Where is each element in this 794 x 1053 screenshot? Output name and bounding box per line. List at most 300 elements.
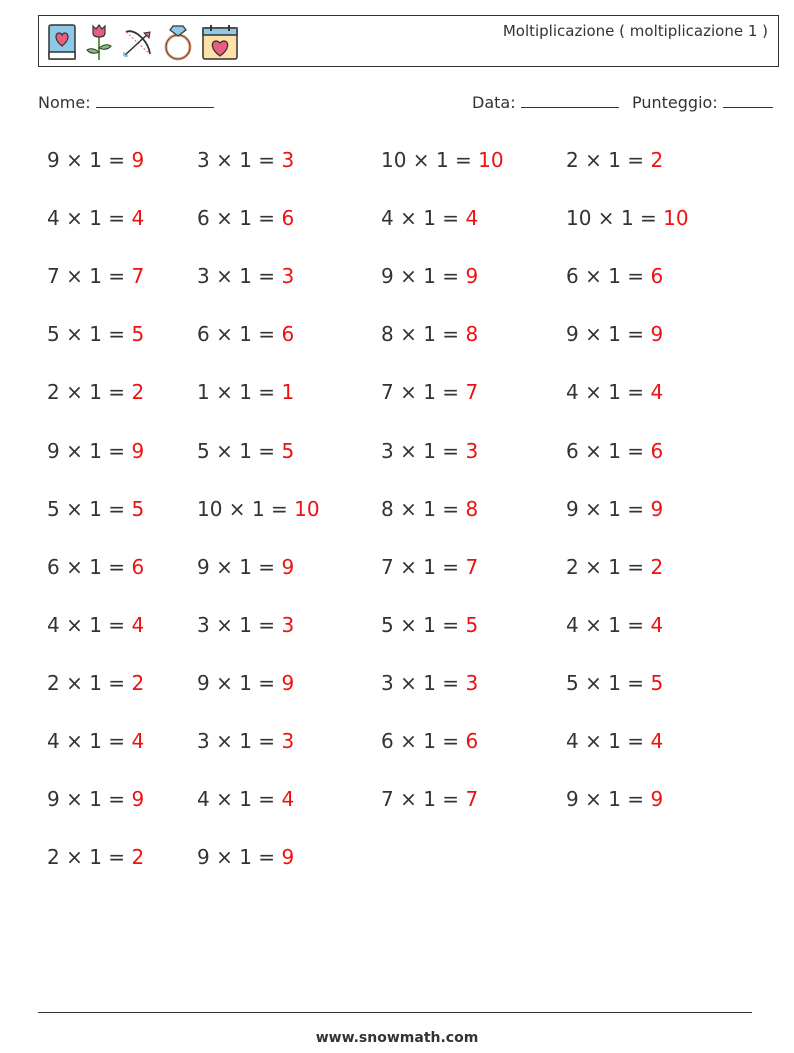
factor-a: 3 bbox=[197, 264, 210, 289]
factor-a: 2 bbox=[566, 148, 579, 172]
answer: 4 bbox=[131, 612, 145, 637]
times-sign: × bbox=[578, 496, 609, 521]
answer: 6 bbox=[465, 729, 479, 753]
rose-icon bbox=[84, 22, 114, 62]
equals-sign: = bbox=[101, 438, 132, 463]
factor-a: 4 bbox=[381, 206, 394, 231]
problem-item bbox=[197, 555, 294, 579]
date-label: Data: bbox=[472, 93, 516, 112]
answer: 2 bbox=[131, 380, 145, 405]
equals-sign: = bbox=[620, 554, 651, 579]
problem-item bbox=[197, 264, 294, 288]
answer: 1 bbox=[281, 380, 295, 405]
factor-b: 1 bbox=[89, 148, 102, 172]
answer: 5 bbox=[465, 612, 479, 637]
problem-item bbox=[47, 148, 144, 172]
times-sign: × bbox=[209, 206, 240, 231]
problem-item bbox=[197, 380, 294, 404]
times-sign: × bbox=[393, 787, 424, 812]
answer: 10 bbox=[294, 496, 320, 521]
answer: 6 bbox=[650, 264, 664, 289]
answer: 9 bbox=[465, 264, 479, 289]
equals-sign: = bbox=[435, 206, 466, 231]
answer: 3 bbox=[465, 670, 479, 695]
factor-b: 1 bbox=[608, 554, 621, 579]
factor-a: 4 bbox=[47, 206, 60, 231]
problem-item bbox=[381, 206, 478, 230]
times-sign: × bbox=[393, 670, 424, 695]
problem-item bbox=[381, 671, 478, 695]
times-sign: × bbox=[393, 729, 424, 753]
factor-b: 1 bbox=[423, 264, 436, 289]
factor-b: 1 bbox=[608, 729, 621, 753]
equals-sign: = bbox=[251, 670, 282, 695]
factor-a: 4 bbox=[197, 787, 210, 812]
equals-sign: = bbox=[620, 729, 651, 753]
book-heart-icon bbox=[46, 22, 78, 62]
times-sign: × bbox=[59, 845, 90, 870]
answer: 7 bbox=[131, 264, 145, 289]
answer: 4 bbox=[650, 380, 664, 405]
factor-b: 1 bbox=[89, 438, 102, 463]
factor-a: 9 bbox=[47, 787, 60, 812]
factor-a: 8 bbox=[381, 322, 394, 347]
score-blank[interactable] bbox=[723, 93, 773, 108]
equals-sign: = bbox=[251, 729, 282, 753]
factor-b: 1 bbox=[89, 380, 102, 405]
factor-b: 1 bbox=[620, 206, 634, 231]
times-sign: × bbox=[393, 496, 424, 521]
factor-b: 1 bbox=[239, 554, 252, 579]
equals-sign: = bbox=[620, 612, 651, 637]
factor-b: 1 bbox=[423, 612, 436, 637]
problem-item bbox=[566, 264, 663, 288]
factor-b: 1 bbox=[435, 148, 449, 172]
factor-a: 10 bbox=[381, 148, 407, 172]
equals-sign: = bbox=[101, 496, 132, 521]
factor-a: 10 bbox=[566, 206, 592, 231]
factor-a: 7 bbox=[381, 554, 394, 579]
equals-sign: = bbox=[264, 496, 295, 521]
equals-sign: = bbox=[435, 496, 466, 521]
problem-item bbox=[47, 439, 144, 463]
calendar-heart-icon bbox=[200, 22, 240, 62]
problem-item bbox=[47, 613, 144, 637]
factor-b: 1 bbox=[251, 496, 265, 521]
answer: 4 bbox=[281, 787, 295, 812]
answer: 5 bbox=[131, 496, 145, 521]
factor-a: 10 bbox=[197, 496, 223, 521]
factor-b: 1 bbox=[239, 438, 252, 463]
times-sign: × bbox=[59, 787, 90, 812]
problem-item bbox=[566, 555, 663, 579]
answer: 7 bbox=[465, 380, 479, 405]
factor-a: 4 bbox=[47, 729, 60, 753]
times-sign: × bbox=[209, 148, 240, 172]
times-sign: × bbox=[578, 438, 609, 463]
answer: 9 bbox=[131, 438, 145, 463]
problem-item bbox=[566, 322, 663, 346]
factor-a: 9 bbox=[197, 670, 210, 695]
problem-item bbox=[197, 729, 294, 753]
times-sign: × bbox=[59, 148, 90, 172]
answer: 6 bbox=[650, 438, 664, 463]
factor-b: 1 bbox=[608, 612, 621, 637]
factor-b: 1 bbox=[89, 264, 102, 289]
factor-a: 4 bbox=[566, 380, 579, 405]
equals-sign: = bbox=[620, 496, 651, 521]
factor-a: 9 bbox=[566, 496, 579, 521]
equals-sign: = bbox=[251, 845, 282, 870]
problem-item bbox=[381, 380, 478, 404]
factor-a: 6 bbox=[47, 554, 60, 579]
factor-b: 1 bbox=[89, 496, 102, 521]
factor-a: 4 bbox=[566, 612, 579, 637]
factor-b: 1 bbox=[423, 380, 436, 405]
factor-a: 9 bbox=[197, 554, 210, 579]
equals-sign: = bbox=[101, 729, 132, 753]
date-field bbox=[472, 93, 619, 112]
problem-item bbox=[197, 148, 294, 172]
factor-b: 1 bbox=[239, 380, 252, 405]
factor-b: 1 bbox=[89, 554, 102, 579]
factor-b: 1 bbox=[608, 787, 621, 812]
answer: 6 bbox=[281, 322, 295, 347]
factor-b: 1 bbox=[239, 264, 252, 289]
answer: 9 bbox=[650, 496, 664, 521]
equals-sign: = bbox=[101, 787, 132, 812]
factor-a: 6 bbox=[566, 438, 579, 463]
factor-a: 6 bbox=[381, 729, 394, 753]
equals-sign: = bbox=[620, 322, 651, 347]
factor-b: 1 bbox=[423, 322, 436, 347]
equals-sign: = bbox=[251, 612, 282, 637]
factor-a: 2 bbox=[47, 380, 60, 405]
answer: 3 bbox=[465, 438, 479, 463]
factor-a: 4 bbox=[47, 612, 60, 637]
factor-a: 2 bbox=[47, 845, 60, 870]
factor-b: 1 bbox=[239, 322, 252, 347]
times-sign: × bbox=[209, 264, 240, 289]
problem-item bbox=[566, 729, 663, 753]
factor-b: 1 bbox=[423, 496, 436, 521]
equals-sign: = bbox=[435, 380, 466, 405]
name-field bbox=[38, 93, 214, 112]
times-sign: × bbox=[222, 496, 252, 521]
factor-a: 3 bbox=[197, 612, 210, 637]
answer: 3 bbox=[281, 264, 295, 289]
times-sign: × bbox=[209, 787, 240, 812]
name-blank[interactable] bbox=[96, 93, 214, 108]
equals-sign: = bbox=[251, 554, 282, 579]
problem-item bbox=[566, 497, 663, 521]
times-sign: × bbox=[393, 322, 424, 347]
factor-a: 3 bbox=[381, 670, 394, 695]
factor-b: 1 bbox=[608, 148, 621, 172]
answer: 2 bbox=[650, 148, 664, 172]
footer-divider bbox=[38, 1012, 752, 1013]
answer: 9 bbox=[650, 322, 664, 347]
equals-sign: = bbox=[620, 787, 651, 812]
times-sign: × bbox=[59, 438, 90, 463]
times-sign: × bbox=[209, 438, 240, 463]
problem-item bbox=[566, 380, 663, 404]
answer: 4 bbox=[650, 729, 664, 753]
factor-a: 9 bbox=[381, 264, 394, 289]
header-icons bbox=[46, 20, 240, 64]
problem-item bbox=[381, 787, 478, 811]
problem-item bbox=[381, 322, 478, 346]
answer: 4 bbox=[465, 206, 479, 231]
factor-a: 4 bbox=[566, 729, 579, 753]
times-sign: × bbox=[209, 845, 240, 870]
factor-b: 1 bbox=[608, 380, 621, 405]
factor-b: 1 bbox=[89, 845, 102, 870]
problem-item bbox=[197, 322, 294, 346]
problem-item bbox=[47, 787, 144, 811]
answer: 7 bbox=[465, 787, 479, 812]
problem-item bbox=[197, 613, 294, 637]
factor-b: 1 bbox=[239, 787, 252, 812]
equals-sign: = bbox=[620, 438, 651, 463]
equals-sign: = bbox=[251, 380, 282, 405]
answer: 3 bbox=[281, 729, 295, 753]
problem-item bbox=[197, 671, 294, 695]
equals-sign: = bbox=[251, 322, 282, 347]
times-sign: × bbox=[578, 264, 609, 289]
equals-sign: = bbox=[435, 264, 466, 289]
equals-sign: = bbox=[633, 206, 664, 231]
name-label: Nome: bbox=[38, 93, 91, 112]
answer: 3 bbox=[281, 612, 295, 637]
times-sign: × bbox=[578, 148, 609, 172]
times-sign: × bbox=[59, 670, 90, 695]
times-sign: × bbox=[59, 264, 90, 289]
equals-sign: = bbox=[435, 612, 466, 637]
problem-item bbox=[47, 671, 144, 695]
answer: 4 bbox=[650, 612, 664, 637]
problem-item bbox=[566, 671, 663, 695]
answer: 5 bbox=[281, 438, 295, 463]
factor-b: 1 bbox=[89, 670, 102, 695]
problem-item bbox=[47, 380, 144, 404]
equals-sign: = bbox=[251, 148, 282, 172]
equals-sign: = bbox=[101, 148, 132, 172]
equals-sign: = bbox=[251, 264, 282, 289]
equals-sign: = bbox=[435, 438, 466, 463]
problem-item bbox=[197, 497, 320, 521]
date-blank[interactable] bbox=[521, 93, 619, 108]
answer: 5 bbox=[131, 322, 145, 347]
factor-a: 6 bbox=[197, 322, 210, 347]
factor-a: 5 bbox=[381, 612, 394, 637]
factor-a: 5 bbox=[47, 322, 60, 347]
equals-sign: = bbox=[251, 206, 282, 231]
answer: 6 bbox=[281, 206, 295, 231]
ring-icon bbox=[162, 22, 194, 62]
problem-item bbox=[381, 264, 478, 288]
problem-item bbox=[381, 613, 478, 637]
factor-a: 7 bbox=[381, 380, 394, 405]
problem-item bbox=[47, 264, 144, 288]
factor-b: 1 bbox=[423, 554, 436, 579]
factor-a: 5 bbox=[566, 670, 579, 695]
factor-a: 9 bbox=[47, 148, 60, 172]
times-sign: × bbox=[393, 554, 424, 579]
factor-a: 3 bbox=[197, 729, 210, 753]
equals-sign: = bbox=[101, 554, 132, 579]
problem-item bbox=[566, 206, 689, 230]
times-sign: × bbox=[59, 554, 90, 579]
problem-item bbox=[566, 148, 663, 172]
factor-b: 1 bbox=[239, 845, 252, 870]
factor-a: 1 bbox=[197, 380, 210, 405]
times-sign: × bbox=[578, 322, 609, 347]
factor-b: 1 bbox=[89, 729, 102, 753]
equals-sign: = bbox=[251, 787, 282, 812]
problem-item bbox=[381, 148, 504, 172]
worksheet-title: Moltiplicazione ( moltiplicazione 1 ) bbox=[502, 22, 768, 40]
factor-a: 3 bbox=[381, 438, 394, 463]
equals-sign: = bbox=[620, 670, 651, 695]
times-sign: × bbox=[578, 670, 609, 695]
bow-arrow-icon bbox=[120, 22, 156, 62]
factor-b: 1 bbox=[239, 670, 252, 695]
times-sign: × bbox=[209, 380, 240, 405]
problem-item bbox=[47, 729, 144, 753]
times-sign: × bbox=[209, 670, 240, 695]
factor-b: 1 bbox=[608, 322, 621, 347]
problem-item bbox=[197, 206, 294, 230]
equals-sign: = bbox=[435, 787, 466, 812]
factor-a: 8 bbox=[381, 496, 394, 521]
answer: 9 bbox=[131, 787, 145, 812]
score-label: Punteggio: bbox=[632, 93, 718, 112]
factor-b: 1 bbox=[608, 264, 621, 289]
answer: 2 bbox=[650, 554, 664, 579]
factor-a: 3 bbox=[197, 148, 210, 172]
equals-sign: = bbox=[435, 554, 466, 579]
problem-item bbox=[566, 439, 663, 463]
answer: 4 bbox=[131, 729, 145, 753]
factor-b: 1 bbox=[423, 787, 436, 812]
times-sign: × bbox=[393, 380, 424, 405]
equals-sign: = bbox=[251, 438, 282, 463]
times-sign: × bbox=[578, 554, 609, 579]
factor-b: 1 bbox=[608, 670, 621, 695]
times-sign: × bbox=[591, 206, 621, 231]
answer: 3 bbox=[281, 148, 295, 172]
factor-b: 1 bbox=[239, 206, 252, 231]
answer: 9 bbox=[281, 845, 295, 870]
factor-a: 9 bbox=[47, 438, 60, 463]
factor-a: 7 bbox=[47, 264, 60, 289]
score-field bbox=[632, 93, 773, 112]
problem-item bbox=[381, 729, 478, 753]
factor-b: 1 bbox=[239, 148, 252, 172]
times-sign: × bbox=[59, 496, 90, 521]
equals-sign: = bbox=[448, 148, 479, 172]
factor-b: 1 bbox=[89, 322, 102, 347]
answer: 5 bbox=[650, 670, 664, 695]
problem-item bbox=[47, 555, 144, 579]
times-sign: × bbox=[578, 380, 609, 405]
problem-item bbox=[381, 439, 478, 463]
problem-item bbox=[197, 439, 294, 463]
equals-sign: = bbox=[435, 670, 466, 695]
factor-a: 6 bbox=[566, 264, 579, 289]
times-sign: × bbox=[209, 729, 240, 753]
answer: 9 bbox=[281, 554, 295, 579]
equals-sign: = bbox=[435, 322, 466, 347]
equals-sign: = bbox=[101, 845, 132, 870]
factor-a: 9 bbox=[566, 322, 579, 347]
times-sign: × bbox=[59, 612, 90, 637]
problem-item bbox=[47, 845, 144, 869]
factor-b: 1 bbox=[423, 206, 436, 231]
answer: 7 bbox=[465, 554, 479, 579]
factor-b: 1 bbox=[423, 438, 436, 463]
answer: 6 bbox=[131, 554, 145, 579]
factor-a: 2 bbox=[47, 670, 60, 695]
equals-sign: = bbox=[101, 670, 132, 695]
problem-item bbox=[381, 555, 478, 579]
times-sign: × bbox=[209, 612, 240, 637]
factor-b: 1 bbox=[89, 612, 102, 637]
times-sign: × bbox=[393, 438, 424, 463]
problem-item bbox=[381, 497, 478, 521]
problem-item bbox=[47, 497, 144, 521]
factor-a: 2 bbox=[566, 554, 579, 579]
times-sign: × bbox=[393, 206, 424, 231]
equals-sign: = bbox=[101, 264, 132, 289]
factor-b: 1 bbox=[423, 670, 436, 695]
problem-item bbox=[47, 322, 144, 346]
equals-sign: = bbox=[101, 380, 132, 405]
factor-a: 5 bbox=[47, 496, 60, 521]
times-sign: × bbox=[578, 612, 609, 637]
equals-sign: = bbox=[620, 264, 651, 289]
problem-item bbox=[47, 206, 144, 230]
times-sign: × bbox=[578, 787, 609, 812]
answer: 2 bbox=[131, 670, 145, 695]
equals-sign: = bbox=[620, 380, 651, 405]
equals-sign: = bbox=[101, 206, 132, 231]
equals-sign: = bbox=[101, 322, 132, 347]
factor-a: 9 bbox=[197, 845, 210, 870]
problem-item bbox=[566, 787, 663, 811]
worksheet-header bbox=[38, 15, 779, 67]
factor-b: 1 bbox=[608, 496, 621, 521]
answer: 8 bbox=[465, 496, 479, 521]
factor-b: 1 bbox=[608, 438, 621, 463]
factor-b: 1 bbox=[89, 206, 102, 231]
answer: 9 bbox=[650, 787, 664, 812]
times-sign: × bbox=[59, 729, 90, 753]
factor-a: 7 bbox=[381, 787, 394, 812]
times-sign: × bbox=[393, 264, 424, 289]
problem-item bbox=[566, 613, 663, 637]
times-sign: × bbox=[578, 729, 609, 753]
times-sign: × bbox=[209, 554, 240, 579]
times-sign: × bbox=[209, 322, 240, 347]
times-sign: × bbox=[406, 148, 436, 172]
times-sign: × bbox=[59, 206, 90, 231]
equals-sign: = bbox=[435, 729, 466, 753]
times-sign: × bbox=[59, 380, 90, 405]
answer: 10 bbox=[478, 148, 504, 172]
factor-b: 1 bbox=[89, 787, 102, 812]
